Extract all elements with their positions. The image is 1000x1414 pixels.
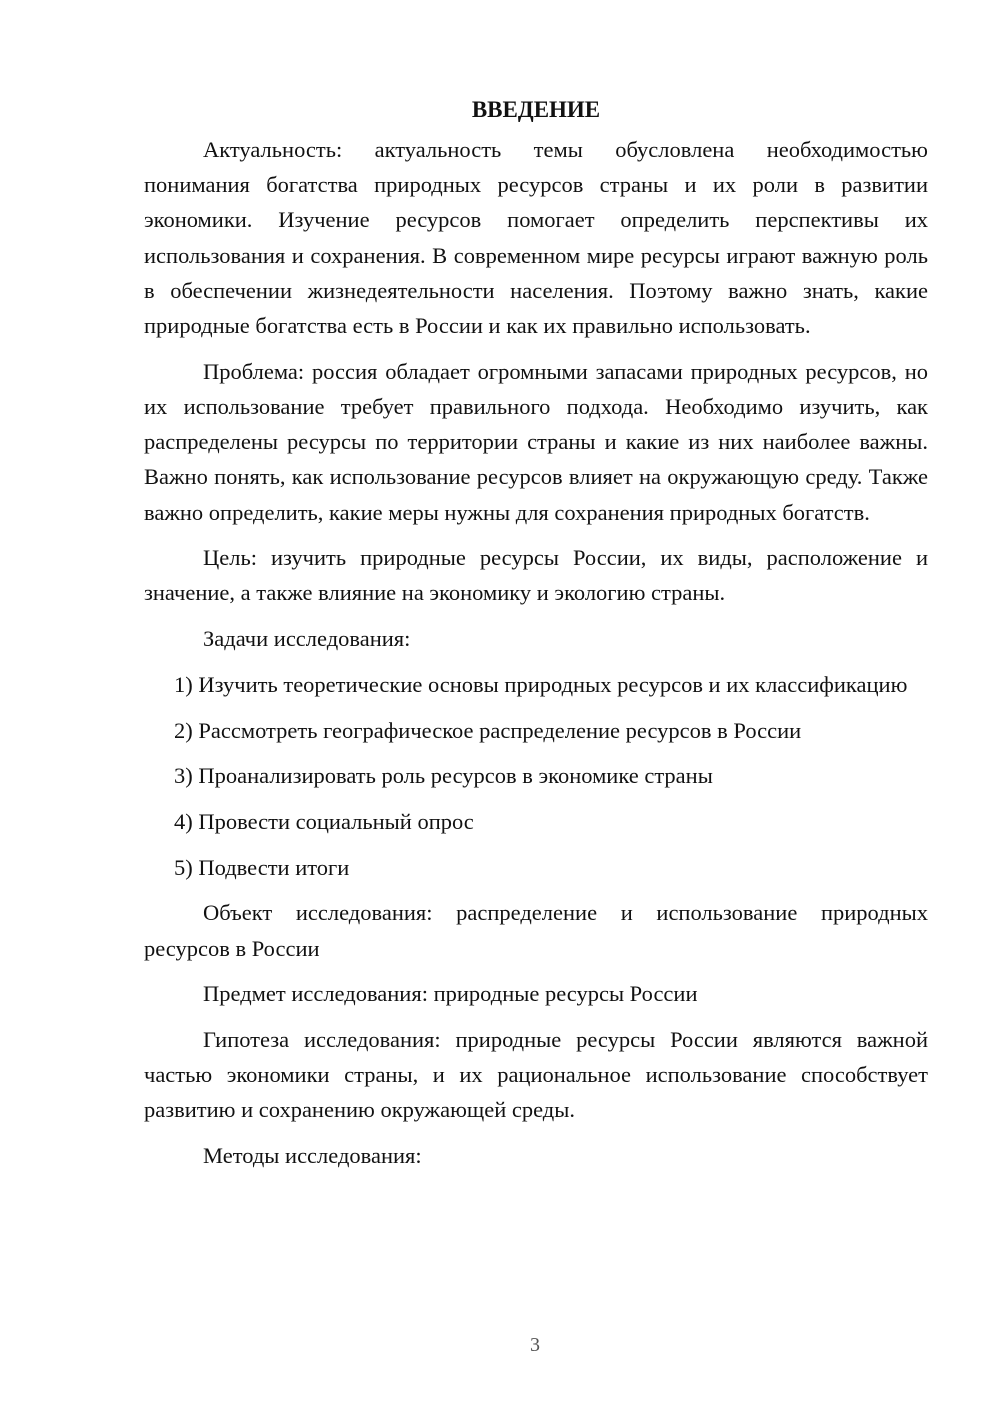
paragraph-tasks-heading: Задачи исследования: <box>203 626 411 652</box>
paragraph-hypothesis: Гипотеза исследования: природные ресурсы России являются важной частью экономики страны, и их рациональное использование способствует развитию и сохранению окружающей среды. <box>144 1026 928 1123</box>
paragraph-relevance: Актуальность: актуальность темы обусловлена необходимостью понимания богатства природных ресурсов страны и их роли в развитии экономики. Изучение ресурсов помогает определить перспективы их использования и сохранения. В современном мире ресурсы играют важную роль в обеспечении жизнедеятельности населения. Поэтому важно знать, какие природные богатства есть в России и как их правильно использовать. <box>144 137 928 339</box>
page-number: 3 <box>530 1334 540 1356</box>
task-item-3: 3) Проанализировать роль ресурсов в экономике страны <box>174 763 713 789</box>
paragraph-problem: Проблема: россия обладает огромными запасами природных ресурсов, но их использование требует правильного подхода. Необходимо изучить, как распределены ресурсы по территории страны и какие из них наиболее важны. Важно понять, как использование ресурсов влияет на окружающую среду. Также важно определить, какие меры нужны для сохранения природных богатств. <box>144 358 928 525</box>
paragraph-object: Объект исследования: распределение и использование природных ресурсов в России <box>144 900 928 961</box>
task-item-4: 4) Провести социальный опрос <box>174 808 474 834</box>
paragraph-methods: Методы исследования: <box>203 1143 422 1169</box>
document-page <box>144 92 928 1184</box>
task-item-2: 2) Рассмотреть географическое распределение ресурсов в России <box>174 717 802 743</box>
task-item-1: 1) Изучить теоретические основы природных ресурсов и их классификацию <box>174 671 908 697</box>
paragraph-subject: Предмет исследования: природные ресурсы России <box>203 981 698 1007</box>
paragraph-goal: Цель: изучить природные ресурсы России, их виды, расположение и значение, а также влияние на экономику и экологию страны. <box>144 545 928 606</box>
task-item-5: 5) Подвести итоги <box>174 854 350 880</box>
section-title: ВВЕДЕНИЕ <box>471 97 601 122</box>
